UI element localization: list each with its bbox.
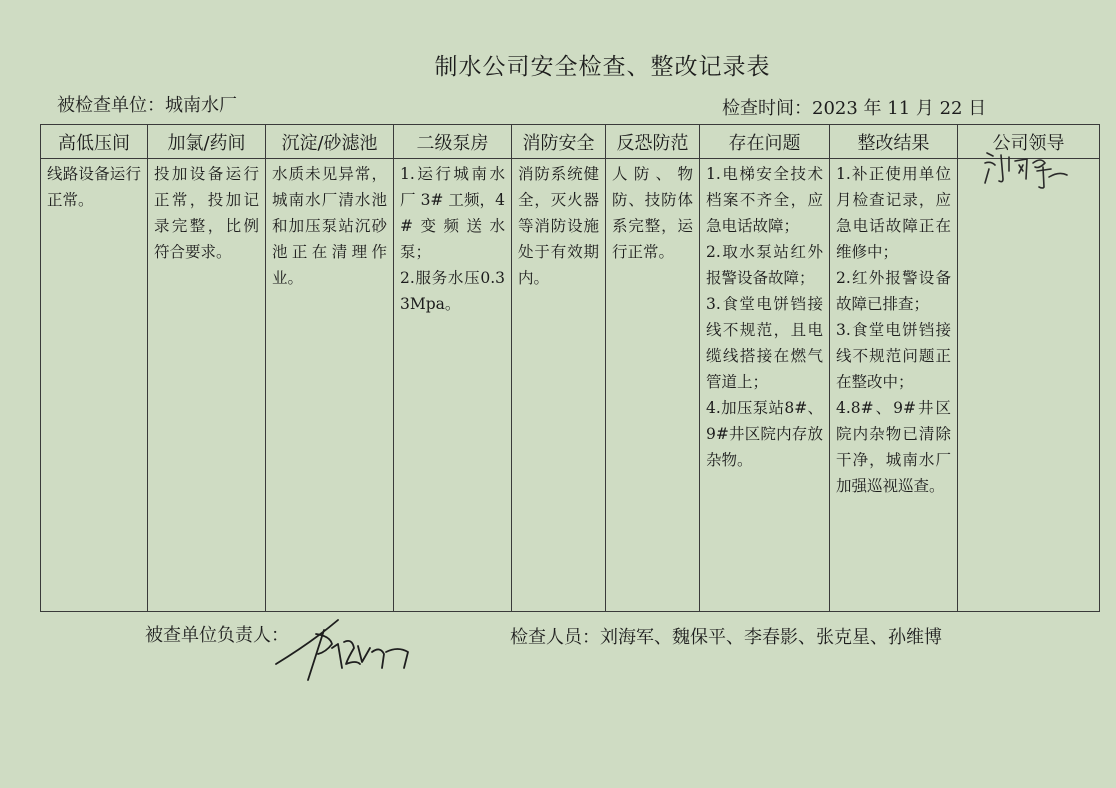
table-cell xyxy=(41,159,148,612)
header-cell: 存在问题 xyxy=(700,125,830,159)
header-cell: 整改结果 xyxy=(830,125,958,159)
inspected-unit-value: 城南水厂 xyxy=(165,95,237,116)
cell-rectification: 1.补正使用单位月检查记录，应急电话故障正在维修中； 2.红外报警设备故障已排查； 3.食堂电饼铛接线不规范问题正在整改中； 4.8#、9#井区院内杂物已清除干净，城南水厂加强巡视巡查。 xyxy=(836,165,951,495)
header-cell: 加氯/药间 xyxy=(148,125,266,159)
company-leader-cell xyxy=(958,159,1100,612)
table-header-row xyxy=(41,125,1100,159)
table-cell xyxy=(830,159,958,612)
header-cell: 二级泵房 xyxy=(394,125,512,159)
inspectors-label: 检查人员： xyxy=(510,627,600,648)
inspectors-line xyxy=(510,623,942,649)
cell-sedimentation: 水质未见异常，城南水厂清水池和加压泵站沉砂池正在清理作业。 xyxy=(272,165,387,287)
cell-anti-terror: 人防、物防、技防体系完整，运行正常。 xyxy=(612,165,693,261)
header-cell: 高低压间 xyxy=(41,125,148,159)
unit-head-signoff xyxy=(145,621,289,647)
inspectors-names: 刘海军、魏保平、李春影、张克星、孙维博 xyxy=(600,627,942,648)
form-title: 制水公司安全检查、整改记录表 xyxy=(434,54,771,80)
header-cell: 消防安全 xyxy=(512,125,606,159)
table-cell xyxy=(266,159,394,612)
cell-high-low-voltage: 线路设备运行正常。 xyxy=(47,165,141,209)
inspection-record-table xyxy=(40,124,1100,612)
cell-pump-room: 1.运行城南水厂 3# 工频，4#变频送水泵； 2.服务水压0.33Mpa。 xyxy=(400,165,505,313)
inspection-date xyxy=(722,94,986,120)
header-cell: 反恐防范 xyxy=(606,125,700,159)
inspection-date-value: 2023 年 11 月 22 日 xyxy=(812,98,987,119)
table-cell xyxy=(148,159,266,612)
cell-chlorination: 投加设备运行正常，投加记录完整，比例符合要求。 xyxy=(154,165,259,261)
table-cell xyxy=(700,159,830,612)
unit-head-label: 被查单位负责人： xyxy=(145,625,289,646)
inspection-date-label: 检查时间： xyxy=(722,98,812,119)
header-cell: 公司领导 xyxy=(958,125,1100,159)
unit-head-signature xyxy=(272,612,417,690)
table-cell xyxy=(606,159,700,612)
table-cell xyxy=(512,159,606,612)
table-cell xyxy=(394,159,512,612)
cell-issues: 1.电梯安全技术档案不齐全，应急电话故障； 2.取水泵站红外报警设备故障； 3.食堂电饼铛接线不规范，且电缆线搭接在燃气管道上； 4.加压泵站8#、9#井区院内存放杂物。 xyxy=(706,165,823,469)
inspected-unit-label: 被检查单位： xyxy=(57,95,165,116)
table-row xyxy=(41,159,1100,612)
cell-fire-safety: 消防系统健全，灭火器等消防设施处于有效期内。 xyxy=(518,165,599,287)
inspected-unit xyxy=(57,91,237,117)
header-cell: 沉淀/砂滤池 xyxy=(266,125,394,159)
